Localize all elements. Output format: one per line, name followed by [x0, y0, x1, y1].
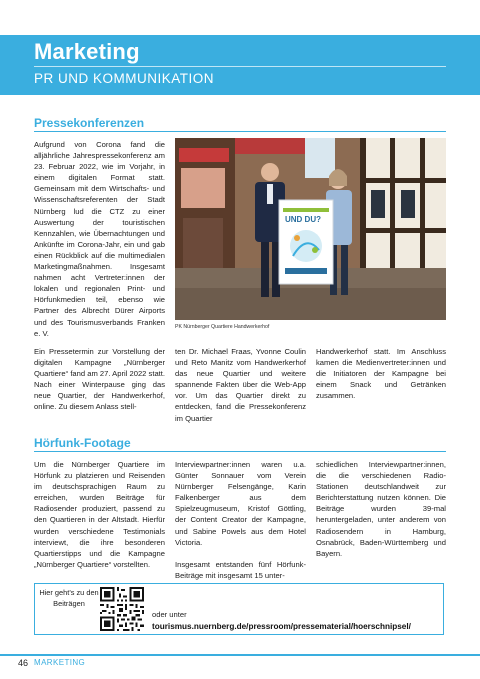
press-photo [175, 138, 446, 320]
link-box [34, 583, 444, 635]
section-divider [34, 451, 446, 452]
text-column-3 [316, 346, 446, 401]
paragraph: ten Dr. Michael Fraas, Yvonne Coulin und Reto Manitz vom Handwerkerhof das neue Quartier und weitere spannende Fakten über die Web-App vor. Um das Quartier direkt zu entdecken, fand die Pressekonferenz im Quartier [175, 347, 306, 423]
paragraph: Um die Nürnberger Quartiere im Hörfunk zu platzieren und Reisenden im deutschsprachigen Raum zu erreichen, wurden Beiträge für Radiosender produziert, passend zu den Quartieren in der Altstadt. Hierfür wurden verschiedene Testimonials interviewt, die ihre besonderen Quartierstipps und die Kampagne „Nürnberger Quartiere“ vorstellten. [34, 460, 165, 569]
header-divider [34, 66, 446, 67]
photo-caption: PK Nürnberger Quartiere Handwerkerhof [175, 324, 270, 330]
text-column-2 [175, 346, 306, 424]
section-title-pressekonferenzen: Pressekonferenzen [34, 116, 145, 130]
paragraph: schiedlichen Interviewpartner:innen, die die verschiedenen Radio-Stationen deutschlandweit zur Berichterstattung nutzen können. Die Beiträge wurden 39-mal heruntergeladen, unter anderem von Radiosendern in Hamburg, Osnabrück, Baden-Württemberg und Bayern. [316, 460, 446, 558]
poster-headline: UND DU? [285, 215, 321, 224]
header-band [0, 35, 480, 95]
text-column-3 [316, 459, 446, 559]
page-number: 46 [18, 658, 29, 668]
link-or-text: oder unter [152, 610, 187, 619]
press-photo-illustration [175, 138, 446, 320]
paragraph: Interviewpartner:innen waren u.a. Günter Sonnauer vom Verein Nürnberger Felsengänge, Karin Falkenberger aus dem Spielzeugmuseum, Kristof Göttling, der Content Creator der Kampagne, und Sabine Powels aus dem Hotel Victoria. [175, 460, 306, 547]
page-subtitle: PR UND KOMMUNIKATION [34, 71, 215, 86]
text-column-intro [34, 139, 165, 339]
paragraph: Ein Pressetermin zur Vorstellung der digitalen Kampagne „Nürnberger Quartiere“ fand am 27. April 2022 statt. Nach einer Winterpause ging das neue Quartier, der Handwerkerhof, online. Zu diesem Anlass stell- [34, 347, 165, 412]
section-divider [34, 131, 446, 132]
paragraph: Aufgrund von Corona fand die alljährliche Jahrespressekonferenz am 23. Februar 2022, wie im Vorjahr, in einem digitalen Format statt. Gemeinsam mit dem Wirtschafts- und Wissenschaftsreferenten der Stadt Nürnberg lud die CTZ zu einer Auswertung der touristischen Kennzahlen, wie Übernachtungen und Ankünfte im Corona-Jahr, ein und gab einen Rückblick auf die multimedialen Marketingmaßnahmen. Insgesamt nahmen acht Vertreter:innen der lokalen und regionalen Print- und Hörfunkmedien teil, ebenso wie Partner des Albrecht Dürer Airports und des Tourismusverbands Franken e. V. [34, 140, 165, 338]
podcast-url-link[interactable]: tourismus.nuernberg.de/pressroom/pressematerial/hoerschnipsel/ [152, 622, 411, 631]
text-column-1 [34, 459, 165, 570]
text-column-2 [175, 459, 306, 581]
qr-code-icon[interactable] [100, 587, 144, 631]
section-title-hoerfunk: Hörfunk-Footage [34, 436, 131, 450]
footer-divider [0, 654, 480, 656]
paragraph: Handwerkerhof statt. Im Anschluss kamen die Medienvertreter:innen und die Initiatoren der Kampagne bei einem Snack und Getränken zusammen. [316, 347, 446, 401]
page-title: Marketing [34, 39, 140, 64]
paragraph: Insgesamt entstanden fünf Hörfunk-Beiträge mit insgesamt 15 unter- [175, 559, 306, 580]
footer-section-label: MARKETING [34, 658, 86, 667]
text-column-1 [34, 346, 165, 413]
link-box-label: Hier geht's zu den Beiträgen [39, 588, 99, 608]
